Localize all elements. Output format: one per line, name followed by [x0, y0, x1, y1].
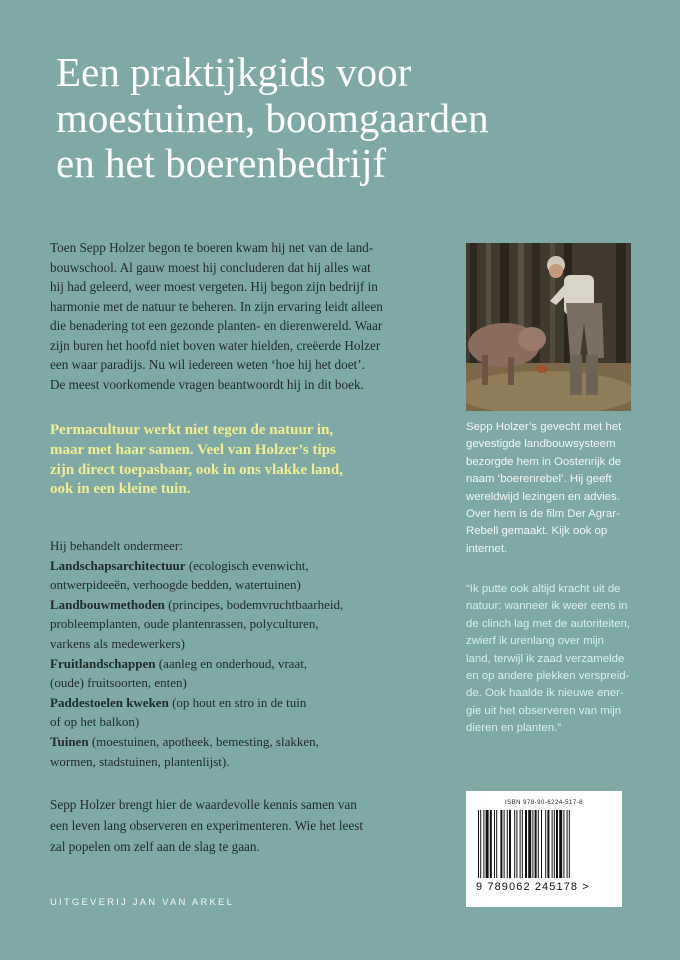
topics-intro: Hij behandelt ondermeer:	[50, 538, 183, 553]
barcode-bar	[532, 810, 533, 878]
highlight-line: zijn direct toepasbaar, ook in ons vlakke land,	[50, 461, 343, 478]
highlight-line: ook in een kleine tuin.	[50, 481, 191, 498]
barcode-bar	[496, 810, 497, 878]
author-quote	[466, 581, 641, 738]
topic-detail: (moestuinen, apotheek, bemesting, slakken,	[88, 733, 319, 749]
barcode-bar	[554, 810, 555, 878]
quote-line: de clinch lag met de autoriteiten,	[466, 617, 630, 630]
barcode-bar	[552, 810, 553, 878]
topic-item	[50, 654, 425, 674]
barcode-bar	[556, 810, 558, 878]
barcode-bar	[500, 810, 502, 878]
bio-line: Sepp Holzer’s gevecht met het	[466, 421, 622, 433]
barcode-bar	[547, 810, 549, 878]
closing-paragraph	[50, 794, 425, 857]
bio-line: internet.	[466, 542, 508, 555]
topic-title: Landbouwmethoden	[50, 596, 165, 612]
barcode-bars	[478, 810, 610, 880]
bio-line: bezorgde hem in Oostenrijk de	[466, 455, 622, 468]
barcode-bar	[528, 810, 531, 878]
intro-line: Toen Sepp Holzer begon te boeren kwam hij net van de land-	[50, 240, 374, 255]
barcode-bar	[522, 810, 523, 878]
topic-item	[50, 732, 425, 752]
topic-detail: ontwerpideeën, verhoogde bedden, watertuinen)	[50, 577, 301, 593]
barcode-bar	[569, 810, 570, 878]
barcode-bar	[494, 810, 495, 878]
barcode-bar	[538, 810, 539, 878]
barcode-bar	[483, 810, 484, 878]
intro-paragraph	[50, 238, 425, 394]
publisher-name: UITGEVERIJ JAN VAN ARKEL	[50, 897, 235, 908]
intro-line: De meest voorkomende vragen beantwoordt hij in dit boek.	[50, 376, 364, 392]
author-photo	[466, 243, 631, 411]
quote-line: en op andere plekken verspreid-	[466, 670, 630, 683]
topic-detail: (principes, bodemvruchtbaarheid,	[164, 596, 344, 612]
headline-line: en het boerenbedrijf	[56, 140, 387, 186]
topic-detail: (ecologisch evenwicht,	[185, 557, 309, 573]
topic-detail: of op het balkon)	[50, 714, 140, 730]
barcode-bar	[480, 810, 481, 878]
topic-title: Landschapsarchitectuur	[50, 557, 186, 573]
topic-detail: (aanleg en onderhoud, vraat,	[155, 655, 308, 671]
barcode-bar	[541, 810, 542, 878]
headline-line: moestuinen, boomgaarden	[56, 94, 489, 141]
quote-line: dieren en planten.”	[466, 722, 561, 735]
quote-line: zwierf ik urenlang over mijn	[466, 635, 605, 648]
barcode-bar	[525, 810, 527, 878]
highlight-line: maar met haar samen. Veel van Holzer’s tips	[50, 441, 336, 458]
intro-line: hij had geleerd, weer moest vergeten. Hij begon zijn bedrijf in	[50, 279, 378, 294]
barcode-bar	[559, 810, 562, 878]
isbn-number: ISBN 978-90-6224-517-8	[504, 800, 584, 806]
highlight-statement	[50, 421, 425, 500]
outro-line: zal popelen om zelf aan de slag te gaan.	[50, 839, 260, 854]
barcode-bar	[520, 810, 521, 878]
bio-line: Rebell gemaakt. Kijk ook op	[466, 525, 608, 538]
outro-line: een leven lang observeren en experimenteren. Wie het leest	[50, 818, 364, 833]
barcode-bar	[490, 810, 492, 878]
bio-line: naam ‘boerenrebel’. Hij geeft	[466, 473, 612, 486]
barcode-bar	[563, 810, 564, 878]
quote-line: “Ik putte ook altijd kracht uit de	[466, 583, 621, 595]
topic-title: Paddestoelen kweken	[50, 694, 169, 710]
topic-detail: wormen, stadstuinen, plantenlijst).	[50, 753, 230, 769]
barcode-bar	[516, 810, 517, 878]
bio-line: wereldwijd lezingen en advies.	[466, 490, 620, 503]
intro-line: zijn buren het hoofd niet boven water hielden, creëerde Holzer	[50, 337, 381, 353]
cover-headline	[56, 50, 656, 187]
topic-detail: (oude) fruitsoorten, enten)	[50, 675, 187, 691]
barcode-bar	[567, 810, 568, 878]
barcode-bar	[509, 810, 511, 878]
barcode-bar	[535, 810, 537, 878]
topic-detail: (op hout en stro in de tuin	[168, 694, 307, 710]
topics-list	[50, 536, 425, 771]
topic-title: Tuinen	[50, 733, 89, 749]
intro-line: een waar paradijs. Nu wil iedereen weten ‘hoe hij het doet’.	[50, 357, 365, 372]
barcode-bar	[545, 810, 546, 878]
highlight-line: Permacultuur werkt niet tegen de natuur in,	[50, 422, 334, 438]
quote-line: de. Ook haalde ik nieuwe ener-	[466, 687, 624, 700]
topic-detail: probleemplanten, oude plantenrassen, polyculturen,	[50, 616, 319, 632]
isbn-barcode	[466, 791, 622, 907]
barcode-bar	[478, 810, 479, 878]
topic-title: Fruitlandschappen	[50, 655, 156, 671]
intro-line: harmonie met de natuur te beheren. In zijn ervaring leidt alleen	[50, 298, 383, 314]
topic-item	[50, 556, 425, 576]
quote-line: natuur: wanneer ik weer eens in	[466, 600, 628, 613]
barcode-bar	[504, 810, 505, 878]
barcode-bar	[514, 810, 515, 878]
farmer-with-pig-illustration	[466, 243, 631, 411]
topic-item	[50, 595, 425, 615]
author-bio	[466, 419, 641, 558]
barcode-bar	[486, 810, 489, 878]
intro-line: die benadering tot een gezonde planten- en dierenwereld. Waar	[50, 318, 383, 333]
quote-line: gie uit het observeren van mijn	[466, 704, 622, 717]
bio-line: Over hem is de film Der Agrar-	[466, 508, 620, 521]
bio-line: gevestigde landbouwsysteem	[466, 438, 616, 451]
intro-line: bouwschool. Al gauw moest hij concluderen dat hij alles wat	[50, 259, 371, 275]
topic-item	[50, 693, 425, 713]
outro-line: Sepp Holzer brengt hier de waardevolle kennis samen van	[50, 797, 357, 812]
quote-line: land, terwijl ik zaad verzamelde	[466, 652, 625, 665]
topic-detail: varkens als medewerkers)	[50, 635, 185, 651]
barcode-digits: 9 789062 245178 >	[476, 881, 590, 893]
barcode-bar	[507, 810, 508, 878]
headline-line: Een praktijkgids voor	[56, 49, 412, 95]
